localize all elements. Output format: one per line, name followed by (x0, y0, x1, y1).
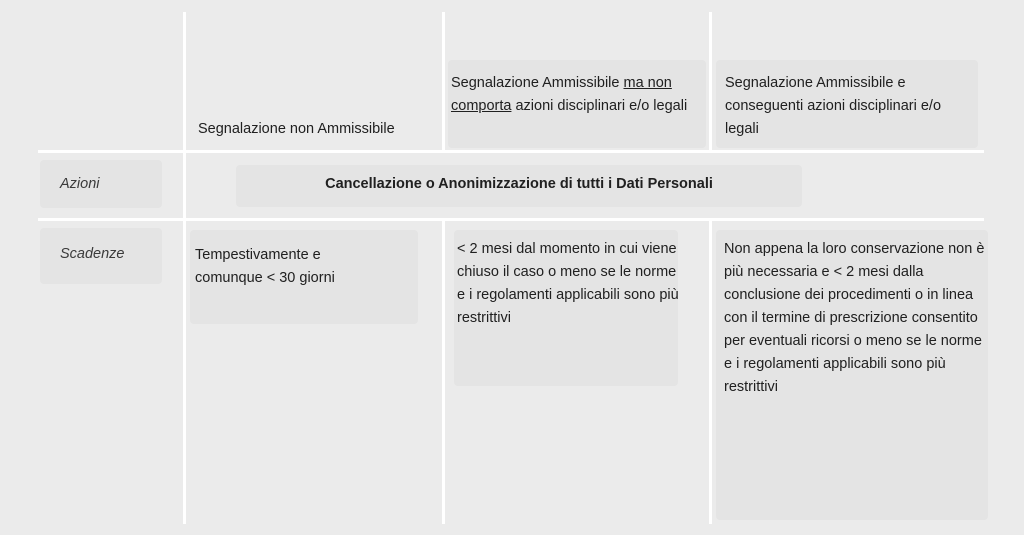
scadenze-col2: < 2 mesi dal momento in cui viene chiuso il caso o meno se le norme e i regolamenti applicabili sono più restrittivi (457, 241, 679, 326)
header-col2-text-1: Segnalazione Ammissibile (451, 75, 624, 91)
header-col2-text-2: azioni disciplinari e/o legali (511, 98, 688, 114)
scadenze-col1: Tempestivamente e comunque < 30 giorni (195, 247, 335, 286)
grid-line-h1 (38, 150, 984, 153)
azioni-label-bg (40, 160, 162, 208)
row-label-scadenze: Scadenze (60, 246, 125, 262)
header-col2-underlined: ma non comporta (451, 75, 672, 114)
header-col2 (451, 72, 703, 118)
azioni-value: Cancellazione o Anonimizzazione di tutti i Dati Personali (325, 176, 713, 192)
grid-line-v1 (183, 12, 186, 524)
grid-line-v3-lower (709, 220, 712, 524)
grid-line-h2 (38, 218, 984, 221)
grid-line-v2 (442, 12, 445, 152)
grid-line-v3 (709, 12, 712, 152)
row-label-azioni: Azioni (60, 176, 100, 192)
header-col1: Segnalazione non Ammissibile (198, 121, 395, 137)
header-col3: Segnalazione Ammissibile e conseguenti azioni disciplinari e/o legali (725, 75, 942, 137)
scadenze-col3: Non appena la loro conservazione non è più necessaria e < 2 mesi dalla conclusione dei procedimenti o in linea con il termine di prescrizione consentito per eventuali ricorsi o meno se le norme e i regolamenti applicabili sono più restrittivi (724, 241, 985, 395)
grid-line-v2-lower (442, 220, 445, 524)
